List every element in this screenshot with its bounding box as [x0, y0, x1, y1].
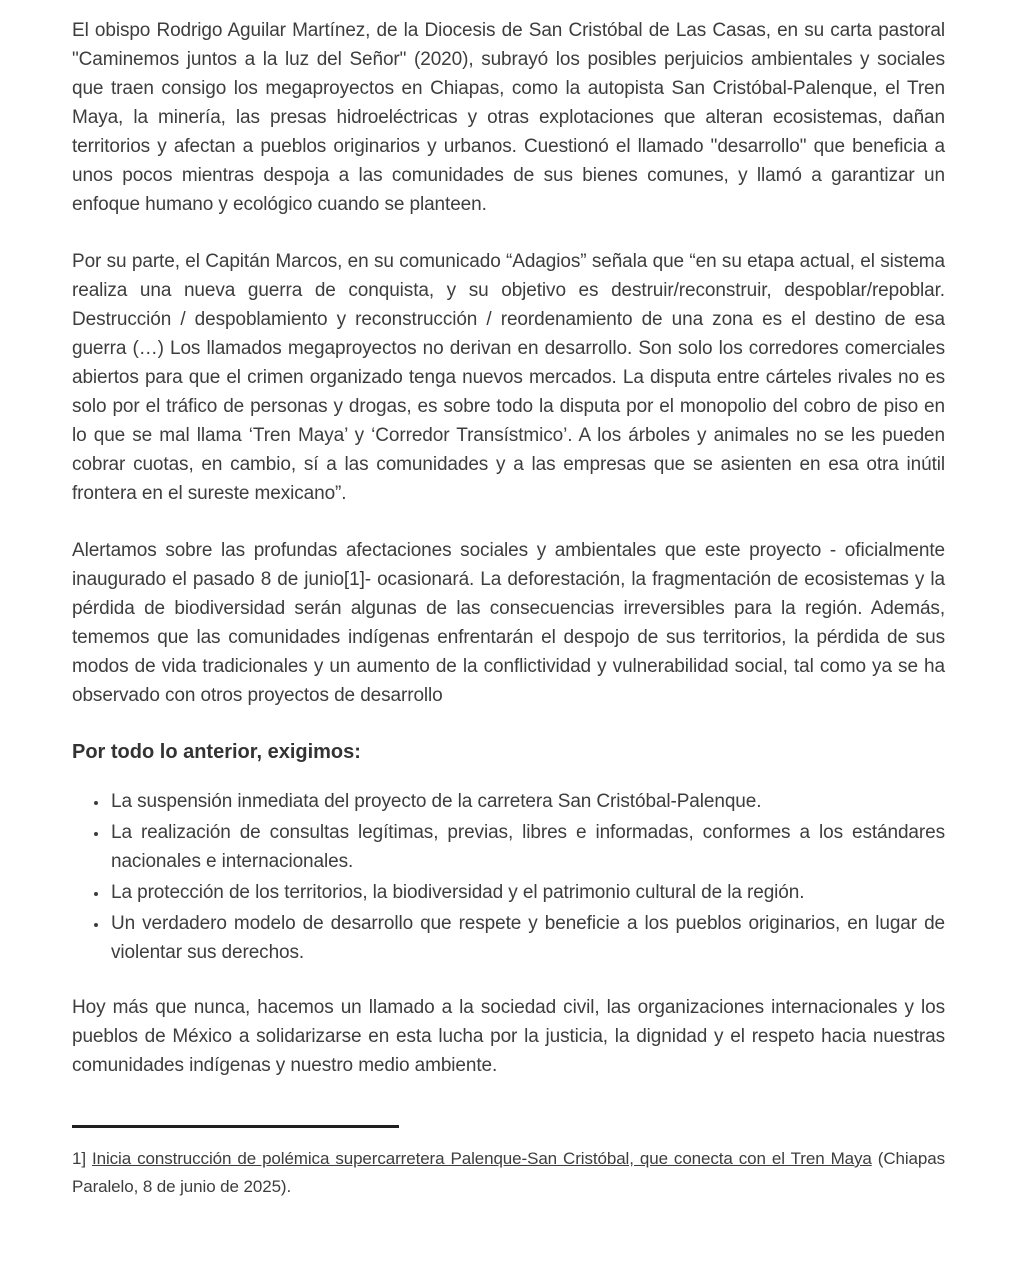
list-item-consultas: • La realización de consultas legítimas, previas, libres e informadas, conformes a los estándares nacionales e internacionales.	[109, 818, 945, 876]
list-item-suspension: • La suspensión inmediata del proyecto de la carretera San Cristóbal-Palenque.	[109, 787, 945, 816]
list-item-modelo-desarrollo: • Un verdadero modelo de desarrollo que respete y beneficie a los pueblos originarios, en lugar de violentar sus derechos.	[109, 909, 945, 967]
footnote-marker: 1]	[72, 1149, 86, 1168]
demands-list	[72, 787, 945, 967]
demands-heading: Por todo lo anterior, exigimos:	[72, 741, 361, 763]
paragraph-project-alert: Alertamos sobre las profundas afectaciones sociales y ambientales que este proyecto - oficialmente inaugurado el pasado 8 de junio[1]- ocasionará. La deforestación, la fragmentación de ecosistemas y la pérdida de biodiversidad serán algunas de las consecuencias irreversibles para la región. Además, tememos que las comunidades indígenas enfrentarán el despojo de sus territorios, la pérdida de sus modos de vida tradicionales y un aumento de la conflictividad y vulnerabilidad social, tal como ya se ha observado con otros proyectos de desarrollo	[72, 540, 945, 706]
footnote-source: (Chiapas Paralelo, 8 de junio de 2025).	[72, 1149, 946, 1196]
paragraph-bishop-statement: El obispo Rodrigo Aguilar Martínez, de la Diocesis de San Cristóbal de Las Casas, en su carta pastoral "Caminemos juntos a la luz del Señor" (2020), subrayó los posibles perjuicios ambientales y sociales que traen consigo los megaproyectos en Chiapas, como la autopista San Cristóbal-Palenque, el Tren Maya, la minería, las presas hidroeléctricas y otras explotaciones que alteran ecosistemas, dañan territorios y afectan a pueblos originarios y urbanos. Cuestionó el llamado "desarrollo" que beneficia a unos pocos mientras despoja a las comunidades de sus bienes comunes, y llamó a garantizar un enfoque humano y ecológico cuando se planteen.	[72, 20, 945, 215]
footnote-separator	[72, 1125, 399, 1128]
paragraph-closing-call: Hoy más que nunca, hacemos un llamado a la sociedad civil, las organizaciones internacionales y los pueblos de México a solidarizarse en esta lucha por la justicia, la dignidad y el respeto hacia nuestras comunidades indígenas y nuestro medio ambiente.	[72, 997, 945, 1076]
paragraph-capitan-marcos: Por su parte, el Capitán Marcos, en su comunicado “Adagios” señala que “en su etapa actual, el sistema realiza una nueva guerra de conquista, y su objetivo es destruir/reconstruir, despoblar/repoblar. Destrucción / despoblamiento y reconstrucción / reordenamiento de una zona es el destino de esa guerra (…) Los llamados megaproyectos no derivan en desarrollo. Son solo los corredores comerciales abiertos para que el crimen organizado tenga nuevos mercados. La disputa entre cárteles rivales no es solo por el tráfico de personas y drogas, es sobre todo la disputa por el monopolio del cobro de piso en lo que se mal llama ‘Tren Maya’ y ‘Corredor Transístmico’. A los árboles y animales no se les pueden cobrar cuotas, en cambio, sí a las comunidades y a las empresas que se asienten en esa otra inútil frontera en el sureste mexicano”.	[72, 251, 945, 504]
footnote	[72, 1145, 945, 1201]
footnote-link[interactable]: Inicia construcción de polémica supercarretera Palenque-San Cristóbal, que conecta con el Tren Maya	[92, 1149, 872, 1168]
list-item-proteccion: • La protección de los territorios, la biodiversidad y el patrimonio cultural de la región.	[109, 878, 945, 907]
